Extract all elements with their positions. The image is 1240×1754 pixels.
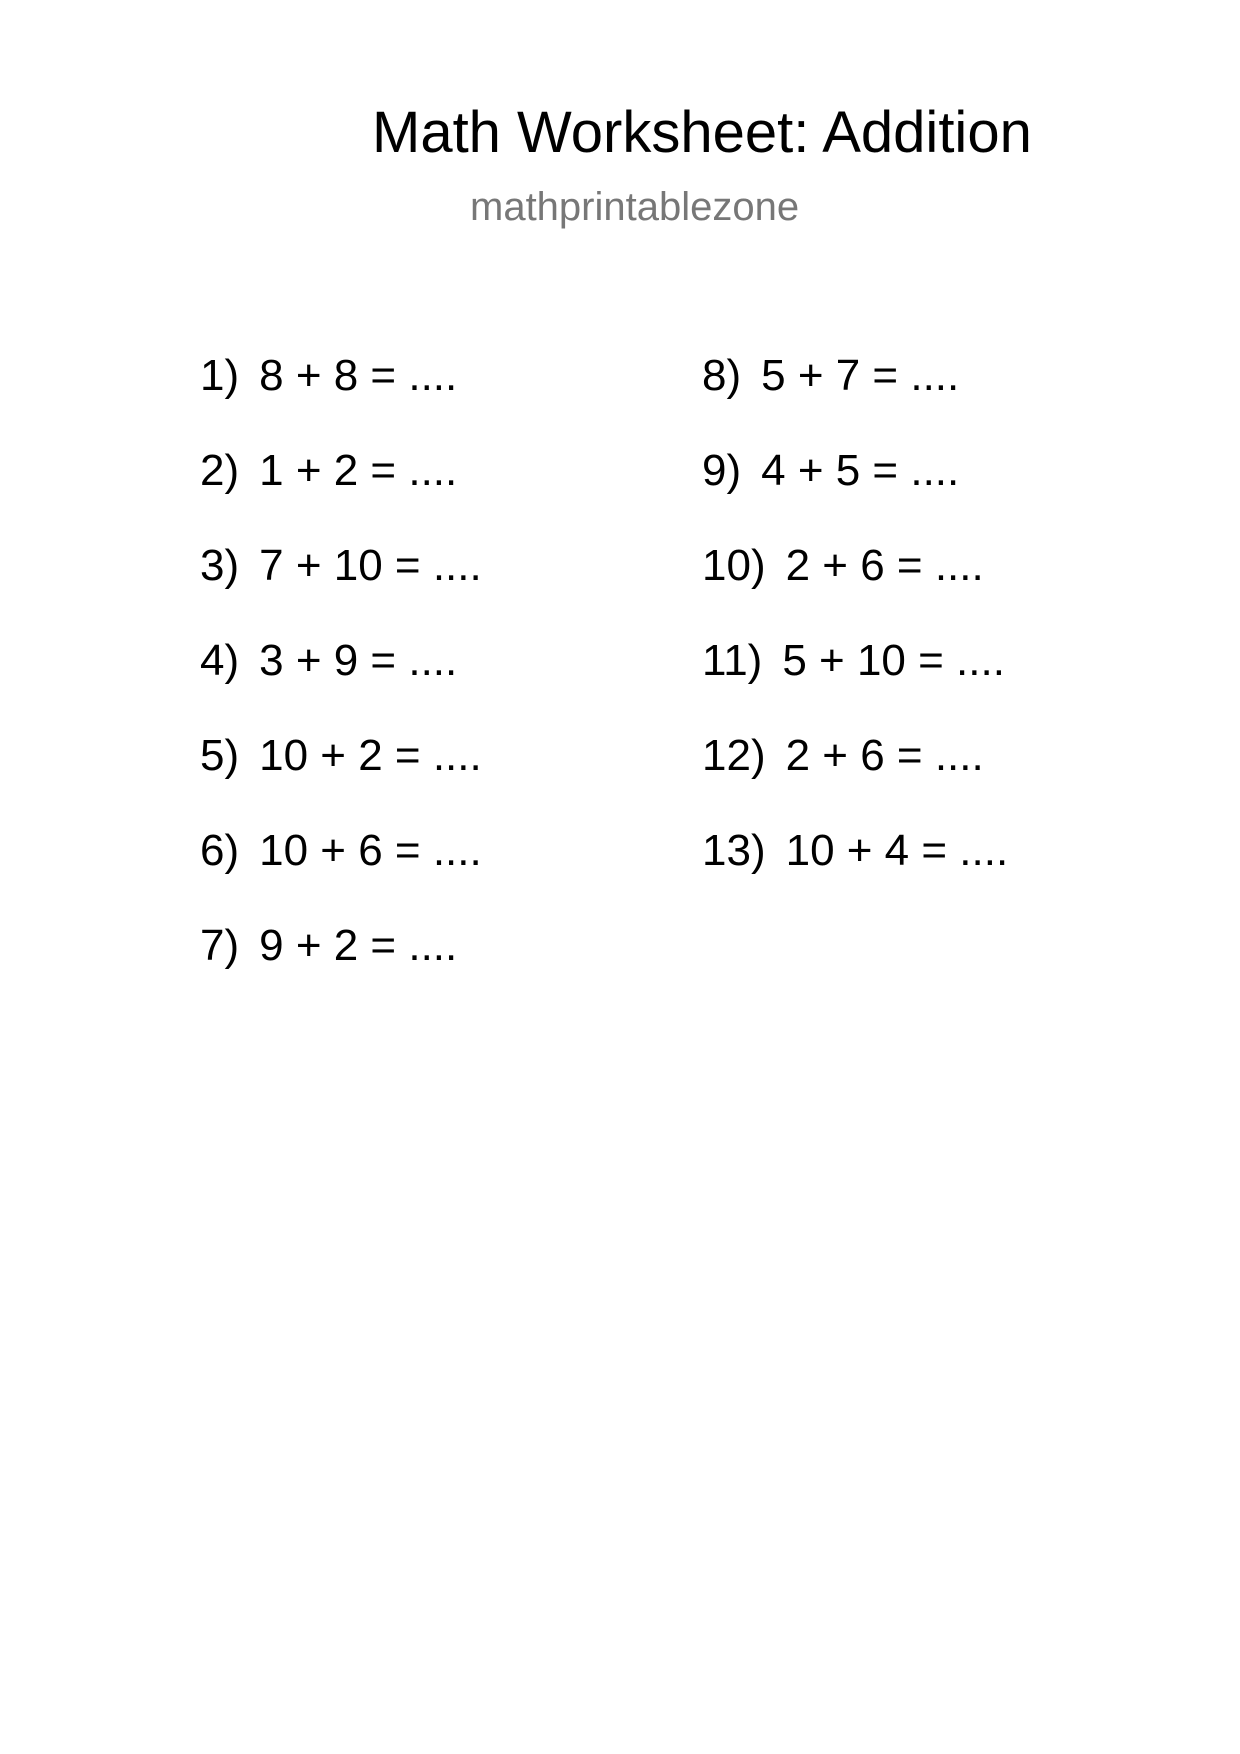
problem-number: 11) (702, 636, 763, 685)
problem-expression: 9 + 2 = .... (259, 921, 458, 970)
problem-expression: 4 + 5 = .... (761, 446, 960, 495)
problem-expression: 10 + 6 = .... (259, 826, 482, 875)
problem-item (702, 825, 1008, 920)
problem-number: 1) (200, 351, 240, 400)
problem-expression: 1 + 2 = .... (259, 446, 458, 495)
problem-item (200, 920, 482, 1015)
problem-column-right (702, 350, 1008, 920)
problem-number: 6) (200, 826, 240, 875)
problem-number: 8) (702, 351, 742, 400)
problem-item (200, 730, 482, 825)
problem-item (200, 350, 482, 445)
problem-number: 2) (200, 446, 240, 495)
problem-number: 10) (702, 541, 766, 590)
problem-item (200, 540, 482, 635)
problem-expression: 8 + 8 = .... (259, 351, 458, 400)
problem-number: 3) (200, 541, 240, 590)
problem-expression: 10 + 2 = .... (259, 731, 482, 780)
problem-expression: 3 + 9 = .... (259, 636, 458, 685)
problem-item (702, 445, 1008, 540)
problem-item (702, 540, 1008, 635)
problem-number: 9) (702, 446, 742, 495)
problem-number: 5) (200, 731, 240, 780)
problem-expression: 5 + 7 = .... (761, 351, 960, 400)
problem-number: 13) (702, 826, 766, 875)
problem-number: 4) (200, 636, 240, 685)
problem-item (702, 635, 1008, 730)
problem-item (200, 635, 482, 730)
problem-number: 12) (702, 731, 766, 780)
problem-item (702, 730, 1008, 825)
problem-column-left (200, 350, 482, 1015)
page-subtitle: mathprintablezone (470, 185, 800, 229)
problem-expression: 2 + 6 = .... (785, 541, 984, 590)
problem-expression: 7 + 10 = .... (259, 541, 482, 590)
problem-expression: 5 + 10 = .... (782, 636, 1005, 685)
problem-expression: 10 + 4 = .... (785, 826, 1009, 875)
problem-number: 7) (200, 921, 240, 970)
problem-item (702, 350, 1008, 445)
problem-item (200, 825, 482, 920)
page-title: Math Worksheet: Addition (372, 100, 1032, 165)
problem-expression: 2 + 6 = .... (785, 731, 984, 780)
problem-item (200, 445, 482, 540)
